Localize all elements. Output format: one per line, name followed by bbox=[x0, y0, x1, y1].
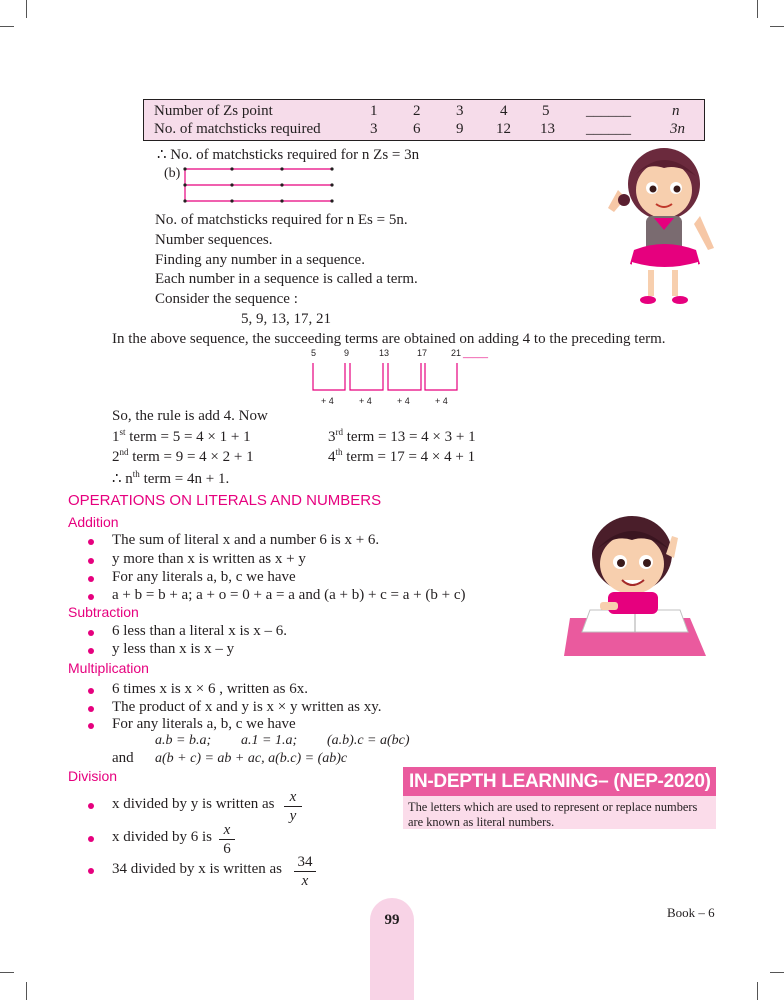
table-cell: 3 bbox=[370, 121, 378, 137]
section-heading: OPERATIONS ON LITERALS AND NUMBERS bbox=[68, 492, 382, 509]
intro-line: Number sequences. bbox=[155, 232, 273, 248]
addition-item: The sum of literal x and a number 6 is x + 6. bbox=[112, 532, 380, 548]
box-body: The letters which are used to represent or replace numbers are known as literal numbers. bbox=[408, 800, 698, 829]
in-depth-learning-box bbox=[403, 767, 716, 829]
law: (a.b).c = a(bc) bbox=[327, 733, 410, 748]
diagram-step: + 4 bbox=[359, 396, 372, 406]
crop-mark bbox=[757, 0, 758, 18]
bullet bbox=[88, 706, 94, 712]
bullet bbox=[88, 539, 94, 545]
term-1: 1st term = 5 = 4 × 1 + 1 bbox=[112, 427, 251, 445]
table-cell: ______ bbox=[586, 121, 631, 137]
fraction-x-over-y: $\frac{x}{y}$ bbox=[284, 788, 302, 825]
addition-item: For any literals a, b, c we have bbox=[112, 569, 296, 585]
part-b-label: (b) bbox=[164, 166, 181, 181]
diagram-term: 9 bbox=[344, 348, 350, 358]
crop-mark bbox=[26, 982, 27, 1000]
crop-mark bbox=[757, 982, 758, 1000]
intro-line: Consider the sequence : bbox=[155, 291, 298, 307]
intro-line: Each number in a sequence is called a term. bbox=[155, 271, 418, 287]
table-cell: n bbox=[672, 103, 680, 119]
intro-line: Finding any number in a sequence. bbox=[155, 252, 365, 268]
term-4: 4th term = 17 = 4 × 4 + 1 bbox=[328, 447, 476, 465]
row-label: No. of matchsticks required bbox=[154, 121, 321, 137]
crop-mark bbox=[770, 26, 784, 27]
z-result: ∴ No. of matchsticks required for n Zs = 3n bbox=[157, 147, 420, 163]
fraction-34-over-x: $\frac{34}{x}$ bbox=[294, 853, 316, 890]
table-cell: 9 bbox=[456, 121, 464, 137]
addition-item: y more than x is written as x + y bbox=[112, 551, 306, 567]
page-number: 99 bbox=[384, 912, 400, 928]
row-label: Number of Zs point bbox=[154, 103, 273, 119]
diagram-step: + 4 bbox=[435, 396, 448, 406]
law: a.b = b.a; bbox=[155, 733, 212, 748]
table-cell: 6 bbox=[413, 121, 421, 137]
multiplication-item: 6 times x is x × 6 , written as 6x. bbox=[112, 681, 308, 697]
term-n: ∴ $n^{th}$ term = 4n + 1. bbox=[112, 469, 230, 487]
division-item: x divided by 6 is bbox=[112, 829, 212, 845]
bullet bbox=[88, 836, 94, 842]
e-matchstick-figure bbox=[180, 164, 340, 208]
diagram-term: 17 bbox=[417, 348, 428, 358]
sequence-sentence: In the above sequence, the succeeding terms are obtained on adding 4 to the preceding term. bbox=[112, 331, 666, 347]
diagram-blank: _____ bbox=[463, 348, 489, 358]
fraction-x-over-6: $\frac{x}{6}$ bbox=[219, 821, 235, 858]
table-cell: 3n bbox=[670, 121, 685, 137]
matchstick-table bbox=[143, 99, 705, 141]
law: a.1 = 1.a; bbox=[241, 733, 298, 748]
subtraction-item: 6 less than a literal x is x – 6. bbox=[112, 623, 287, 639]
table-row bbox=[144, 102, 704, 120]
diagram-step: + 4 bbox=[397, 396, 410, 406]
bullet bbox=[88, 868, 94, 874]
e-result: No. of matchsticks required for n Es = 5n. bbox=[155, 212, 408, 228]
diagram-term: 13 bbox=[379, 348, 390, 358]
bullet bbox=[88, 558, 94, 564]
term-3: 3rd term = 13 = 4 × 3 + 1 bbox=[328, 427, 476, 445]
diagram-step: + 4 bbox=[321, 396, 334, 406]
bullet bbox=[88, 576, 94, 582]
law: a(b + c) = ab + ac, a(b.c) = (ab)c bbox=[155, 751, 348, 766]
crop-mark bbox=[26, 0, 27, 18]
girl-illustration bbox=[604, 138, 720, 310]
table-cell: 4 bbox=[500, 103, 508, 119]
sequence-diagram bbox=[300, 345, 500, 407]
diagram-term: 21 bbox=[451, 348, 462, 358]
and-label: and bbox=[112, 750, 134, 766]
table-cell: 2 bbox=[413, 103, 421, 119]
bullet bbox=[88, 648, 94, 654]
boy-illustration bbox=[560, 506, 710, 662]
division-item: 34 divided by x is written as bbox=[112, 861, 282, 877]
table-cell: 13 bbox=[540, 121, 555, 137]
bullet bbox=[88, 803, 94, 809]
multiplication-item: The product of x and y is x × y written as xy. bbox=[112, 699, 382, 715]
table-cell: 3 bbox=[456, 103, 464, 119]
table-cell: 5 bbox=[542, 103, 550, 119]
bullet bbox=[88, 630, 94, 636]
rule-line: So, the rule is add 4. Now bbox=[112, 408, 268, 424]
box-title: IN-DEPTH LEARNING– (NEP-2020) bbox=[403, 767, 716, 796]
subtraction-heading: Subtraction bbox=[68, 604, 139, 620]
page-number-tab bbox=[370, 898, 414, 1000]
crop-mark bbox=[770, 972, 784, 973]
crop-mark bbox=[0, 26, 14, 27]
book-label: Book – 6 bbox=[667, 905, 715, 920]
multiplication-item: For any literals a, b, c we have bbox=[112, 716, 296, 732]
sequence: 5, 9, 13, 17, 21 bbox=[241, 311, 331, 327]
division-heading: Division bbox=[68, 768, 118, 784]
table-cell: 12 bbox=[496, 121, 511, 137]
table-cell: ______ bbox=[586, 103, 631, 119]
bullet bbox=[88, 594, 94, 600]
term-2: 2nd term = 9 = 4 × 2 + 1 bbox=[112, 447, 254, 465]
division-item: x divided by y is written as bbox=[112, 796, 275, 812]
bullet bbox=[88, 723, 94, 729]
table-row bbox=[144, 120, 704, 138]
bullet bbox=[88, 688, 94, 694]
crop-mark bbox=[0, 972, 14, 973]
table-cell: 1 bbox=[370, 103, 378, 119]
addition-item: a + b = b + a; a + o = 0 + a = a and (a + b) + c = a + (b + c) bbox=[112, 587, 466, 603]
addition-heading: Addition bbox=[68, 514, 119, 530]
subtraction-item: y less than x is x – y bbox=[112, 641, 235, 657]
multiplication-heading: Multiplication bbox=[68, 660, 149, 676]
diagram-term: 5 bbox=[311, 348, 317, 358]
